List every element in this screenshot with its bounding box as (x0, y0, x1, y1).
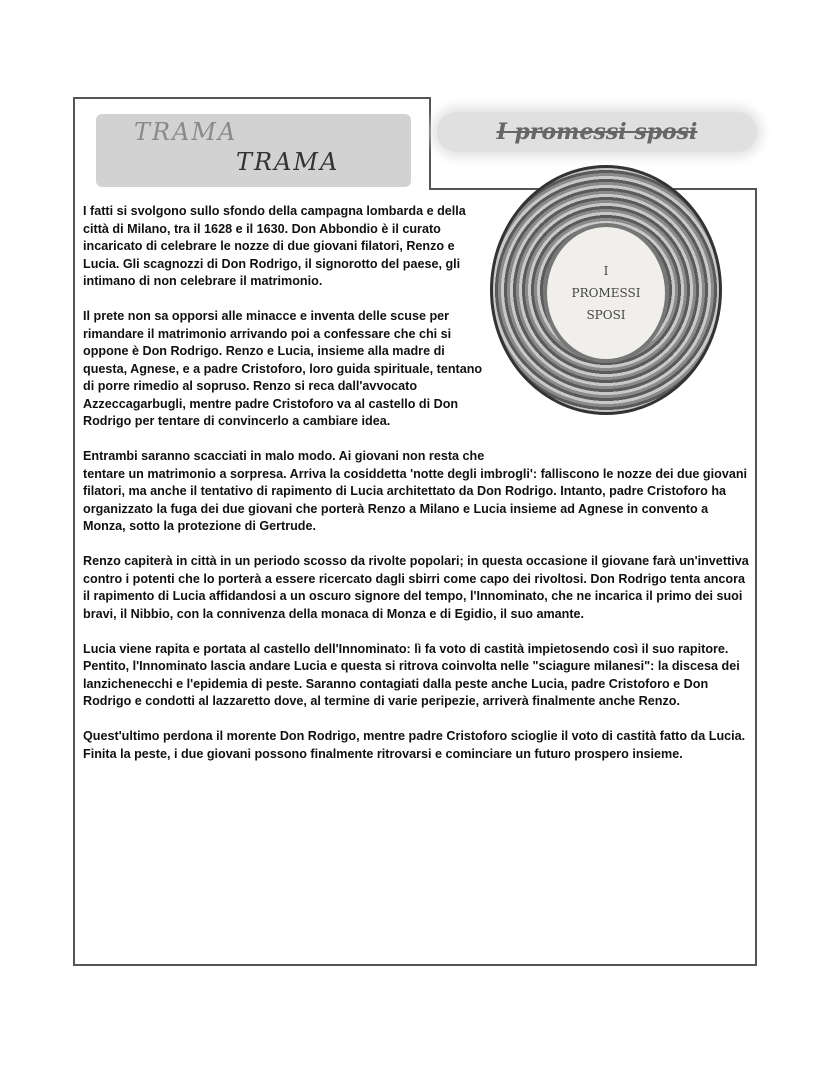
title-banner (437, 112, 757, 152)
paragraph-5: Lucia viene rapita e portata al castello dell'Innominato: lì fa voto di castità impietosendo così il suo rapitore. Pentito, l'Innominato lascia andare Lucia e questa si ritrova coinvolta nelle "sciagure milanesi": la discesa dei lanzichenecchi e l'epidemia di peste. Saranno contagiati dalla peste anche Lucia, padre Cristoforo e Don Rodrigo e condotti al lazzaretto dove, al termine di varie peripezie, arriverà finalmente anche Renzo. (83, 641, 740, 708)
paragraph-2: Il prete non sa opporsi alle minacce e inventa delle scuse per rimandare il matrimonio arrivando poi a confessare che chi si oppone è Don Rodrigo. Renzo e Lucia, insieme alla madre di questa, Agnese, e a padre Cristoforo, loro guida spirituale, tentano di porre rimedio al sopruso. Renzo si reca dall'avvocato Azzeccagarbugli, mentre padre Cristoforo va al castello di Don Rodrigo per tentare di convincerlo a cambiare idea. (83, 309, 483, 428)
plot-text (83, 203, 753, 781)
paragraph-3: Entrambi saranno scacciati in malo modo. Ai giovani non resta che tentare un matrimonio a sorpresa. Arriva la cosiddetta 'notte degli imbrogli': falliscono le nozze dei due giovani filatori, ma anche il tentativo di rapimento di Lucia architettato da Don Rodrigo. Intanto, padre Cristoforo ha organizzato la fuga dei due giovani che porterà Renzo a Milano e Lucia insieme ad Agnese in convento a Monza, sotto la protezione di Gertrude. (83, 449, 748, 533)
cover-line-3: SPOSI (586, 308, 626, 322)
section-heading-box (96, 114, 411, 187)
image-spacer (488, 203, 753, 458)
cover-line-1: I (603, 264, 609, 278)
paragraph-4: Renzo capiterà in città in un periodo scosso da rivolte popolari; in questa occasione il giovane farà un'invettiva contro i potenti che lo porterà a essere ricercato dagli sbirri come capo dei rivoltosi. Don Rodrigo tenta ancora il rapimento di Lucia affidandosi a un oscuro signore del tempo, l'Innominato, che ne incarica il primo dei suoi bravi, il Nibbio, con la connivenza della monaca di Monza e di Egidio, il suo amante. (83, 554, 749, 621)
paragraph-1: I fatti si svolgono sullo sfondo della campagna lombarda e della città di Milano, tra il 1628 e il 1630. Don Abbondio è il curato incaricato di celebrare le nozze di due giovani filatori, Renzo e Lucia. Gli scagnozzi di Don Rodrigo, il signorotto del paese, gli intimano di non celebrare il matrimonio. (83, 204, 466, 288)
page-title: I promessi sposi (496, 119, 698, 145)
section-heading: TRAMA (236, 148, 340, 176)
cover-line-2: PROMESSI (571, 286, 641, 300)
paragraph-6: Quest'ultimo perdona il morente Don Rodrigo, mentre padre Cristoforo scioglie il voto di castità fatto da Lucia. Finita la peste, i due giovani possono finalmente ritrovarsi e cominciare un futuro prospero insieme. (83, 729, 746, 761)
section-heading-shadow: TRAMA (134, 118, 238, 146)
